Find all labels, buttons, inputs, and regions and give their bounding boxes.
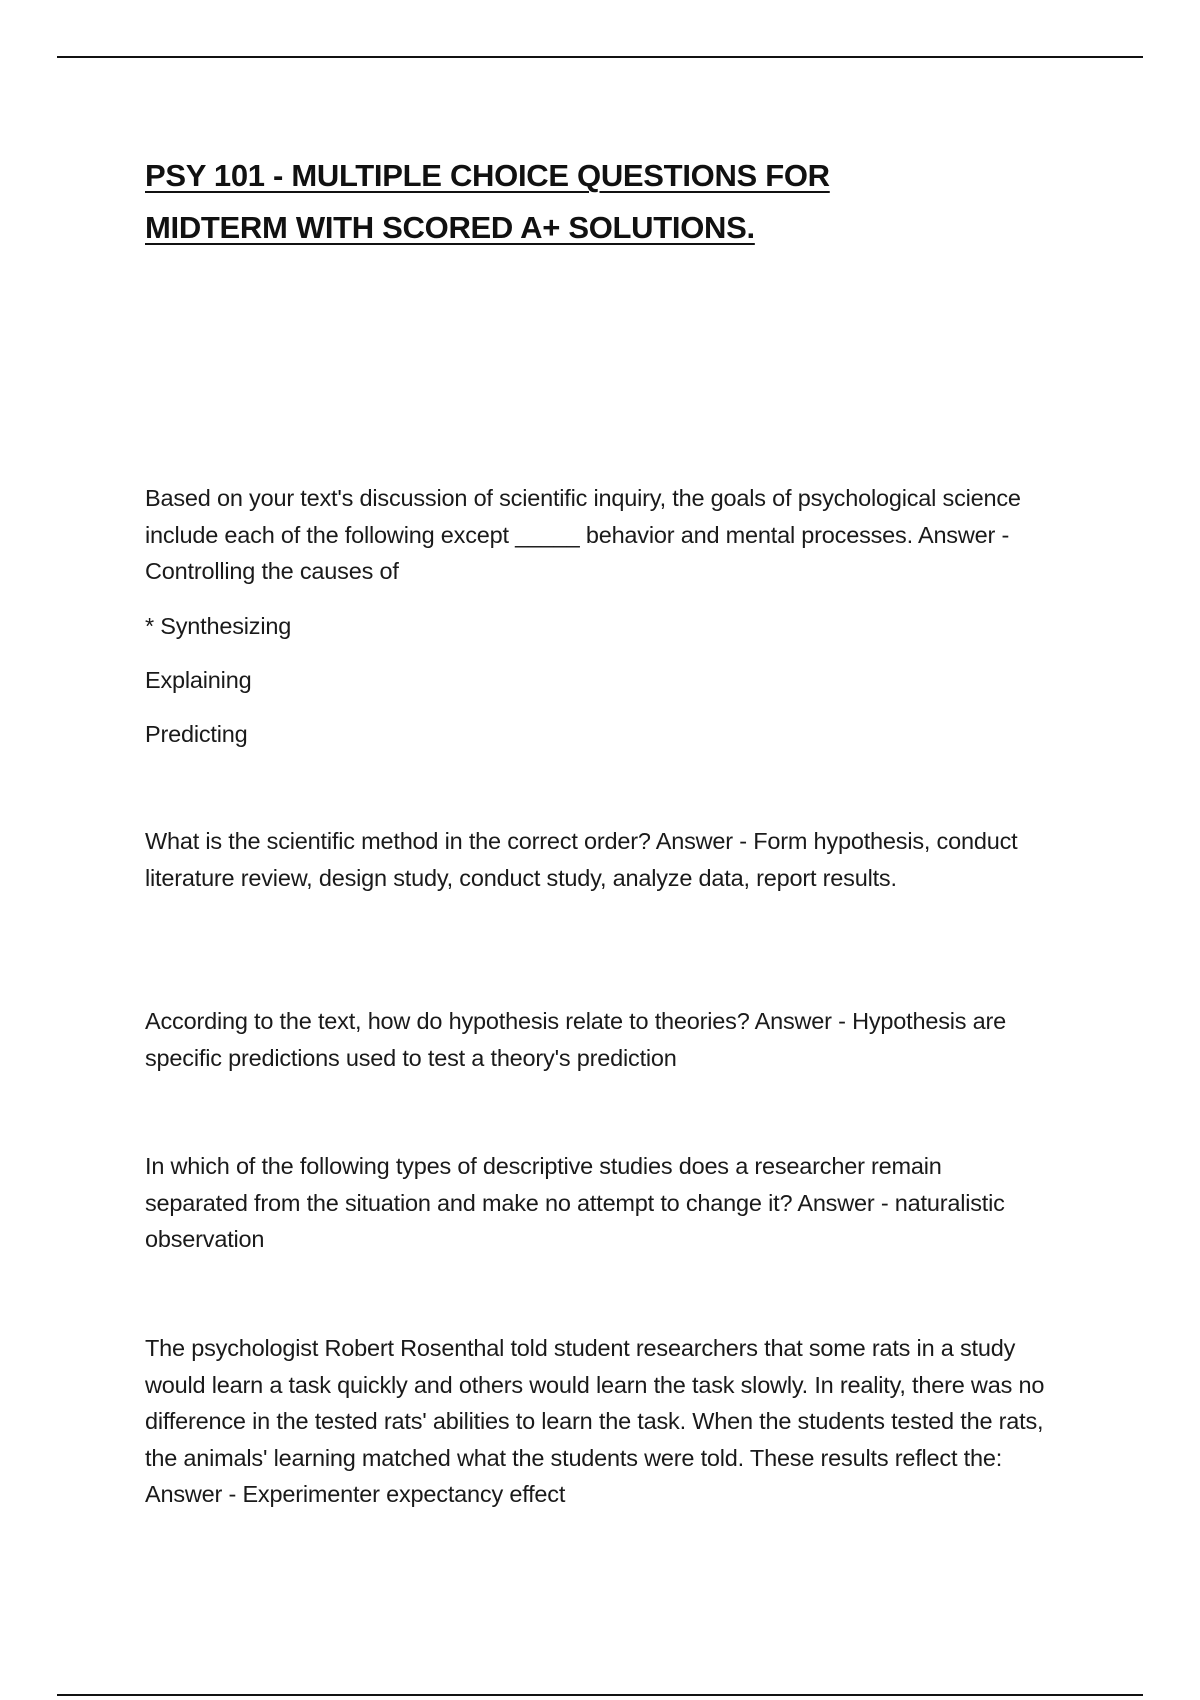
bottom-divider <box>57 1694 1143 1696</box>
top-divider <box>57 56 1143 58</box>
page-title <box>145 150 945 254</box>
question-4: In which of the following types of descriptive studies does a researcher remain separated from the situation and make no attempt to change it? Answer - naturalistic observation <box>145 1153 1005 1252</box>
question-1: Based on your text's discussion of scientific inquiry, the goals of psychological science include each of the following except _____ behavior and mental processes. Answer - Controlling the causes of <box>145 485 1021 584</box>
title-line-1: PSY 101 - MULTIPLE CHOICE QUESTIONS FOR <box>145 158 830 193</box>
question-5: The psychologist Robert Rosenthal told student researchers that some rats in a study would learn a task quickly and others would learn the task slowly. In reality, there was no difference in the tested rats' abilities to learn the task. When the students tested the rats, the animals' learning matched what the students were told. These results reflect the: Answer - Experimenter expectancy effect <box>145 1335 1045 1507</box>
question-1-option-3: Predicting <box>145 721 248 747</box>
question-3: According to the text, how do hypothesis relate to theories? Answer - Hypothesis are specific predictions used to test a theory's prediction <box>145 1008 1007 1071</box>
question-2: What is the scientific method in the correct order? Answer - Form hypothesis, conduct literature review, design study, conduct study, analyze data, report results. <box>145 828 1018 891</box>
question-1-option-1: * Synthesizing <box>145 613 292 639</box>
title-line-2: MIDTERM WITH SCORED A+ SOLUTIONS. <box>145 210 755 245</box>
question-1-option-2: Explaining <box>145 667 252 693</box>
